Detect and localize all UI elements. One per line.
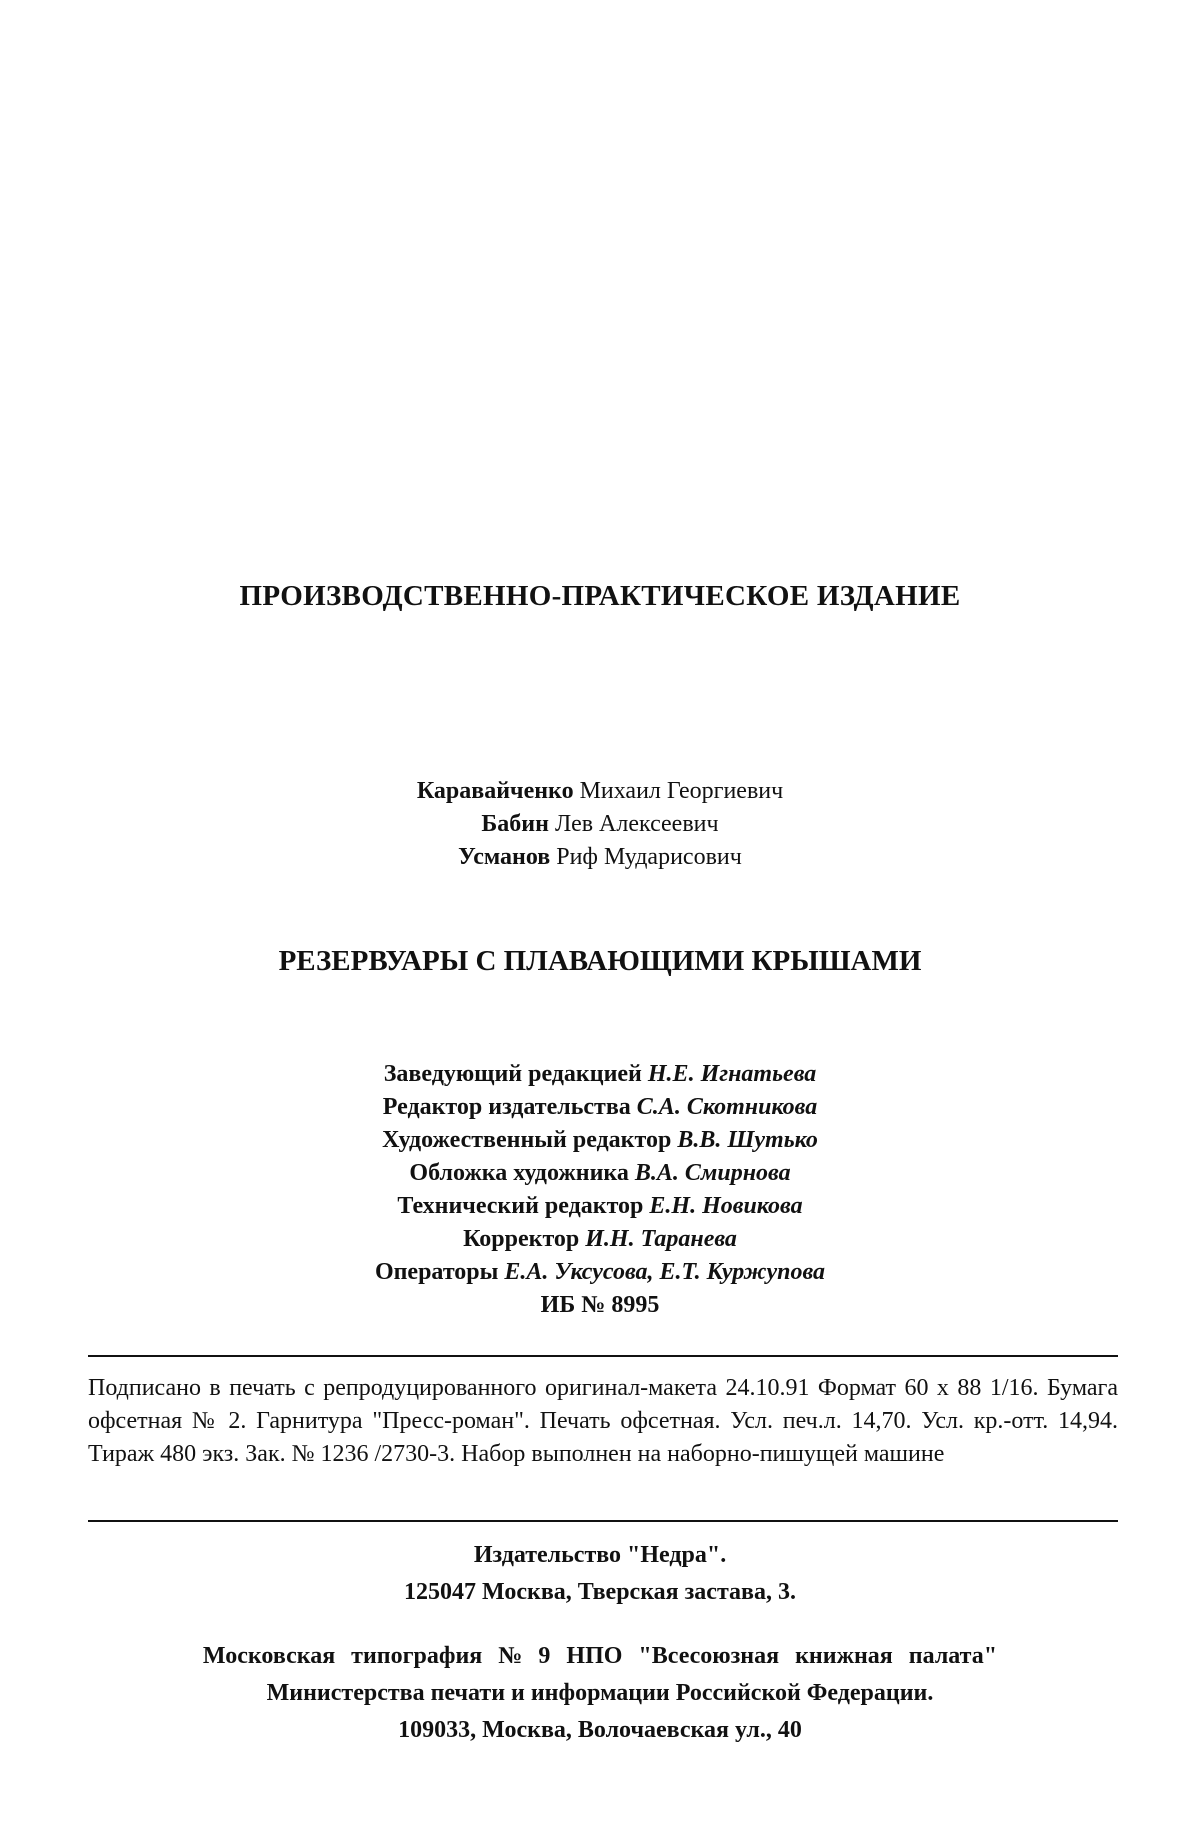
publisher-name: Издательство "Недра". — [473, 1542, 727, 1568]
credit-role: Операторы — [374, 1259, 499, 1285]
imprint-format-label: Формат — [817, 1375, 897, 1401]
imprint-typeset: Набор выполнен на наборно-пишущей машине — [461, 1441, 945, 1467]
credit-name: Е.А. Уксусова, Е.Т. Куржупова — [504, 1259, 826, 1285]
imprint-order: Зак. № 1236 /2730-3. — [245, 1441, 456, 1467]
credit-line — [0, 1124, 1200, 1157]
imprint-block — [88, 1372, 1118, 1471]
credit-line — [0, 1091, 1200, 1124]
credit-name: С.А. Скотникова — [636, 1094, 818, 1120]
printer-line-3: 109033, Москва, Волочаевская ул., 40 — [398, 1717, 802, 1743]
author-given-names: Лев Алексеевич — [554, 811, 719, 837]
imprint-printing: Печать офсетная. — [539, 1408, 721, 1434]
author-given-names: Михаил Георгиевич — [579, 778, 784, 804]
ib-number: ИБ № 8995 — [540, 1292, 660, 1318]
credits-block — [0, 1058, 1200, 1322]
author-line — [0, 808, 1200, 841]
authors-block — [0, 775, 1200, 874]
imprint-typeface: Гарнитура "Пресс-роман". — [256, 1408, 530, 1434]
author-given-names: Риф Мударисович — [556, 844, 742, 870]
credit-name: В.А. Смирнова — [634, 1160, 791, 1186]
imprint-color-prints: Усл. кр.-отт. 14,94. — [921, 1408, 1119, 1434]
printer-block — [0, 1638, 1200, 1749]
credit-role: Редактор издательства — [382, 1094, 631, 1120]
credit-role: Художественный редактор — [382, 1127, 672, 1153]
publisher-address: 125047 Москва, Тверская застава, 3. — [404, 1579, 796, 1605]
imprint-signed: Подписано в печать с репродуцированного оригинал-макета 24.10.91 — [88, 1375, 810, 1401]
credit-role: Технический редактор — [397, 1193, 644, 1219]
credit-role: Обложка художника — [409, 1160, 629, 1186]
author-surname: Бабин — [481, 811, 549, 837]
credit-line — [0, 1058, 1200, 1091]
edition-type: ПРОИЗВОДСТВЕННО-ПРАКТИЧЕСКОЕ ИЗДАНИЕ — [239, 580, 961, 612]
imprint-paper: Бумага офсетная № 2. — [88, 1375, 1119, 1434]
book-title: РЕЗЕРВУАРЫ С ПЛАВАЮЩИМИ КРЫШАМИ — [278, 945, 922, 977]
credit-name: Е.Н. Новикова — [649, 1193, 803, 1219]
imprint-format-value: 60 x 88 1/16. — [904, 1375, 1039, 1401]
author-surname: Усманов — [458, 844, 551, 870]
printer-line-1: Московская типография № 9 НПО "Всесоюзная книжная палата" — [202, 1643, 998, 1669]
divider-top — [88, 1355, 1118, 1357]
imprint-run: Тираж 480 экз. — [88, 1441, 240, 1467]
author-line — [0, 775, 1200, 808]
credit-line — [0, 1256, 1200, 1289]
credit-line — [0, 1190, 1200, 1223]
credit-name: Н.Е. Игнатьева — [647, 1061, 817, 1087]
imprint-sheets: Усл. печ.л. 14,70. — [730, 1408, 912, 1434]
divider-bottom — [88, 1520, 1118, 1522]
printer-line-2: Министерства печати и информации Российской Федерации. — [266, 1680, 934, 1706]
author-line — [0, 841, 1200, 874]
credit-line — [0, 1157, 1200, 1190]
publisher-block — [0, 1537, 1200, 1611]
credit-name: И.Н. Таранева — [585, 1226, 737, 1252]
author-surname: Каравайченко — [416, 778, 574, 804]
credit-name: В.В. Шутько — [677, 1127, 818, 1153]
credit-role: Корректор — [463, 1226, 580, 1252]
credit-role: Заведующий редакцией — [383, 1061, 642, 1087]
credit-line — [0, 1223, 1200, 1256]
